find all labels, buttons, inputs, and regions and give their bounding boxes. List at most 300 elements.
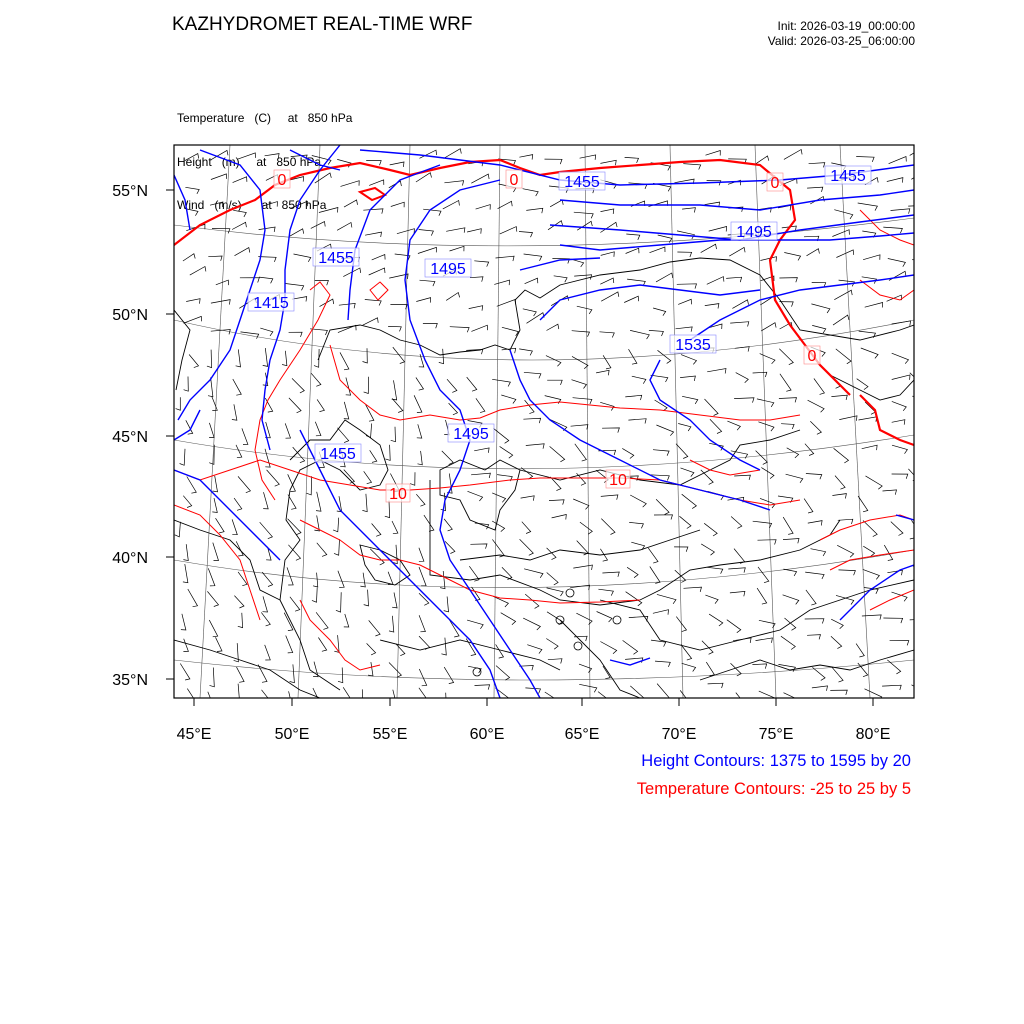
wind-barb: [392, 593, 397, 608]
wind-barb: [294, 254, 311, 262]
wind-barb: [502, 348, 516, 353]
wind-barb: [882, 685, 901, 690]
wind-barb: [522, 522, 531, 534]
wind-barb: [761, 323, 776, 331]
svg-text:0: 0: [277, 172, 287, 189]
wind-barb: [292, 378, 304, 393]
wind-barb: [757, 588, 767, 604]
wind-barb: [571, 425, 588, 430]
wind-barb: [317, 543, 327, 557]
wind-barb: [655, 400, 668, 411]
wind-barb: [316, 612, 328, 629]
wind-barb: [806, 474, 822, 480]
wind-barb: [189, 355, 198, 368]
wind-barb: [653, 308, 666, 316]
wind-barb: [502, 327, 519, 336]
temperature-label: [274, 170, 290, 189]
wind-barb: [419, 636, 430, 649]
wind-barb: [211, 330, 231, 335]
wind-barb: [918, 317, 935, 327]
lon-label: 70°E: [661, 726, 697, 743]
wind-barb: [888, 259, 906, 267]
wind-barb: [240, 278, 259, 283]
wind-barb: [447, 379, 457, 392]
wind-barb: [779, 278, 797, 283]
wind-barb: [706, 151, 721, 156]
wind-barb: [734, 398, 754, 403]
wind-barb: [753, 521, 772, 528]
wind-barb: [389, 663, 401, 678]
wind-barb: [334, 635, 339, 652]
wind-barb: [475, 523, 489, 529]
wind-barb: [180, 664, 190, 681]
wind-barb: [836, 250, 853, 258]
wind-barb: [444, 597, 449, 612]
wind-barb: [602, 572, 619, 577]
wind-barb: [519, 349, 532, 356]
wind-barb: [414, 395, 422, 412]
wind-barb: [338, 668, 343, 683]
wind-barb: [650, 567, 660, 584]
wind-barb: [807, 187, 823, 192]
wind-barb: [263, 348, 268, 366]
wind-barb: [388, 572, 393, 585]
wind-barb: [731, 517, 742, 529]
wind-barb: [727, 620, 741, 633]
wind-barb: [339, 303, 355, 308]
wind-barb: [784, 150, 802, 160]
wind-barb: [760, 257, 776, 262]
wind-barb: [442, 451, 453, 465]
wind-barb: [547, 324, 559, 330]
wind-barb: [391, 427, 396, 442]
wind-barb: [233, 210, 246, 217]
wind-barb: [470, 544, 487, 549]
svg-text:0: 0: [509, 172, 519, 189]
wind-barb: [736, 373, 749, 383]
svg-text:1495: 1495: [736, 224, 772, 241]
wind-barb: [603, 355, 611, 369]
wind-barb: [884, 545, 892, 560]
wind-barb: [364, 590, 369, 606]
wind-barb: [175, 522, 181, 537]
wind-barb: [337, 223, 352, 231]
wind-barb: [344, 200, 358, 207]
wind-barb: [180, 449, 185, 466]
wind-barb: [705, 304, 719, 309]
wind-barb: [181, 614, 186, 630]
wind-barb: [416, 378, 424, 391]
wind-barb: [810, 421, 821, 434]
svg-text:10: 10: [389, 486, 407, 503]
wind-barb: [468, 491, 483, 501]
wind-barb: [238, 476, 250, 492]
wind-barb: [263, 202, 277, 207]
wind-barb: [572, 356, 588, 368]
wind-barb: [598, 589, 613, 595]
wind-barb: [547, 612, 563, 625]
wind-barb: [185, 187, 199, 194]
wind-barb: [681, 355, 697, 365]
wind-barb: [492, 379, 510, 386]
wind-barb: [683, 164, 700, 170]
wind-barb: [753, 372, 767, 377]
wind-barb: [883, 618, 902, 623]
wind-barb: [630, 495, 646, 507]
wind-barb: [917, 297, 934, 305]
wind-barb: [265, 449, 270, 467]
wind-barb: [759, 620, 775, 628]
wind-barb: [416, 494, 425, 506]
wind-barb: [410, 472, 415, 485]
lon-label: 65°E: [564, 726, 600, 743]
wind-barb: [420, 280, 435, 286]
wind-barb: [259, 277, 273, 283]
lon-label: 45°E: [176, 726, 212, 743]
wind-barb: [601, 292, 619, 301]
wind-barb: [525, 594, 539, 608]
wind-barb: [211, 300, 230, 305]
wind-barb: [600, 160, 616, 165]
wind-barb: [208, 568, 215, 586]
wind-barb: [318, 638, 326, 652]
temperature-label: [767, 173, 783, 192]
wind-barb: [733, 638, 751, 643]
wind-barb: [368, 662, 373, 676]
wind-barb: [260, 328, 273, 336]
wind-barb: [500, 227, 517, 234]
wind-barb: [307, 476, 312, 495]
wind-barb: [759, 691, 776, 702]
wind-barb: [626, 248, 639, 253]
wind-barb: [917, 279, 933, 286]
longitude-axis: [194, 698, 873, 706]
lon-label: 50°E: [274, 726, 310, 743]
wind-barb: [365, 232, 381, 237]
wind-barb: [653, 610, 669, 615]
wind-barb: [734, 549, 745, 564]
wind-barb: [730, 322, 749, 327]
wind-barb: [282, 351, 287, 366]
wind-barb: [261, 612, 270, 626]
wind-barb: [831, 619, 843, 629]
wind-barb: [838, 519, 853, 524]
wind-barb: [263, 492, 268, 509]
wind-barb: [319, 208, 338, 213]
wind-barb: [626, 592, 642, 606]
wind-barb: [548, 659, 562, 664]
wind-barb: [213, 543, 219, 561]
wind-barb: [622, 448, 634, 458]
wind-barb: [372, 255, 385, 260]
wind-barb: [369, 268, 385, 275]
wind-barb: [887, 178, 903, 183]
wind-barb: [521, 468, 532, 480]
wind-barb: [238, 613, 243, 628]
wind-barb: [628, 419, 646, 424]
wind-barb: [496, 666, 510, 681]
height-label: [559, 172, 605, 191]
wind-barb: [570, 259, 583, 267]
wind-barb: [363, 348, 368, 363]
wind-barb: [391, 202, 404, 207]
wind-barb: [419, 567, 426, 586]
wind-barb: [804, 499, 813, 513]
wind-barb: [781, 424, 794, 429]
wind-barb: [912, 396, 929, 402]
wind-barb: [364, 471, 372, 483]
wind-barb: [651, 375, 668, 382]
wind-barb: [469, 306, 483, 311]
field-height: Height (m) at 850 hPa: [177, 154, 322, 169]
wind-barb: [861, 348, 878, 358]
wind-barb: [705, 399, 719, 416]
wind-barb: [786, 474, 803, 483]
wind-barb: [290, 664, 295, 682]
wind-barb: [863, 255, 880, 260]
wind-barb: [781, 636, 795, 649]
wind-barb: [865, 303, 883, 308]
wind-barb: [649, 330, 664, 336]
wind-barb: [442, 693, 447, 708]
height-label: [448, 424, 494, 443]
wind-barb: [311, 373, 321, 386]
wind-barb: [912, 260, 930, 266]
wind-barb: [812, 667, 825, 680]
wind-barb: [549, 500, 564, 505]
wind-barb: [908, 206, 921, 211]
valid-time: Valid: 2026-03-25_06:00:00: [767, 34, 915, 48]
wind-barb: [476, 205, 491, 210]
wind-barb: [365, 300, 381, 306]
wind-barb: [890, 641, 909, 646]
wind-barb: [760, 498, 775, 508]
wind-barb: [682, 396, 698, 404]
wind-barbs: [175, 149, 935, 710]
temperature-label: [804, 346, 820, 365]
wind-barb: [784, 569, 797, 576]
wind-barb: [546, 639, 558, 650]
wind-barb: [449, 403, 458, 415]
wind-barb: [336, 592, 341, 612]
wind-barb: [416, 298, 430, 303]
wind-barb: [684, 587, 702, 592]
lon-label: 80°E: [855, 726, 891, 743]
wind-barb: [574, 212, 593, 218]
map-title: KAZHYDROMET REAL-TIME WRF: [172, 14, 473, 35]
wind-barb: [653, 450, 669, 456]
wind-barb: [707, 277, 724, 285]
wind-barb: [682, 494, 697, 508]
wind-barb: [917, 596, 935, 601]
wind-barb: [756, 638, 773, 643]
wind-barb: [392, 399, 403, 413]
wind-barb: [550, 446, 565, 461]
wind-barb: [238, 153, 256, 159]
wind-barb: [601, 495, 618, 500]
wind-barb: [916, 492, 933, 497]
wind-barb: [862, 615, 881, 620]
latitude-labels: [112, 183, 148, 689]
wind-barb: [441, 638, 446, 655]
wind-barb: [369, 620, 380, 636]
wind-barb: [289, 332, 303, 337]
wind-barb: [520, 539, 534, 555]
wind-barb: [674, 547, 688, 552]
wind-barb: [286, 636, 293, 653]
wind-barb: [498, 201, 513, 208]
wind-barb: [600, 222, 617, 232]
lon-label: 60°E: [469, 726, 505, 743]
wind-barb: [475, 685, 490, 690]
wind-barb: [313, 662, 318, 677]
wind-barb: [836, 349, 851, 364]
wind-barb: [313, 573, 318, 587]
temperature-label: [606, 470, 630, 489]
wind-barb: [367, 643, 376, 655]
wind-barb: [338, 428, 349, 443]
wind-barb: [519, 155, 532, 160]
wind-barb: [627, 567, 638, 577]
wind-barb: [519, 232, 533, 238]
lat-label: 35°N: [112, 672, 148, 689]
wind-barb: [500, 446, 513, 458]
wind-barb: [176, 397, 181, 410]
svg-text:1535: 1535: [675, 337, 711, 354]
wind-barb: [492, 539, 504, 557]
wind-barb: [727, 421, 740, 430]
height-label: [731, 222, 777, 241]
wind-barb: [891, 209, 910, 214]
wind-barb: [521, 496, 535, 501]
wind-barb: [186, 299, 200, 304]
wind-barb: [679, 516, 691, 528]
wind-barb: [388, 326, 401, 331]
wind-barb: [391, 690, 396, 704]
wind-barb: [866, 476, 883, 489]
wind-barb: [656, 499, 669, 514]
wind-barb: [344, 470, 355, 484]
wind-barb: [601, 519, 615, 535]
wind-barb: [285, 423, 290, 438]
wind-barb: [830, 690, 847, 695]
wind-barb: [603, 666, 610, 679]
wind-barb: [494, 280, 509, 285]
wind-barb: [650, 247, 666, 253]
wind-barb: [209, 620, 217, 637]
wind-barb: [836, 595, 854, 604]
wind-barb: [891, 522, 903, 536]
wind-barb: [341, 181, 360, 187]
svg-text:0: 0: [770, 175, 780, 192]
wind-barb: [501, 613, 516, 625]
wind-barb: [552, 515, 567, 520]
svg-text:1495: 1495: [453, 426, 489, 443]
wind-barb: [856, 157, 874, 162]
wind-barb: [832, 494, 846, 499]
svg-text:10: 10: [609, 472, 627, 489]
wind-barb: [338, 325, 356, 332]
wind-barb: [207, 591, 218, 606]
wind-barb: [183, 496, 191, 508]
wind-barb: [655, 661, 670, 667]
wind-barb: [839, 416, 857, 421]
wind-barb: [678, 424, 691, 432]
wind-barb: [524, 254, 542, 261]
wind-barb: [580, 155, 596, 160]
wind-barb: [892, 474, 908, 479]
wind-barb: [545, 159, 563, 164]
wind-barb: [285, 284, 304, 291]
wind-barb: [726, 277, 741, 282]
wind-barb: [806, 590, 816, 605]
wind-barb: [783, 517, 793, 534]
wind-barb: [575, 444, 587, 461]
wind-barb: [833, 315, 849, 325]
lat-label: 45°N: [112, 429, 148, 446]
height-label: [313, 248, 359, 267]
wind-barb: [656, 273, 673, 282]
wind-barb: [236, 445, 242, 458]
wind-barb: [631, 542, 644, 550]
wind-barb: [910, 149, 922, 156]
wind-barb: [917, 443, 933, 449]
wind-barb: [708, 683, 723, 688]
wind-barb: [701, 544, 714, 555]
wind-barb: [390, 304, 407, 309]
wind-barb: [389, 616, 394, 632]
wind-barb: [908, 469, 917, 481]
wind-barb: [467, 229, 481, 234]
wind-barb: [760, 354, 775, 364]
wind-barb: [363, 318, 379, 325]
wind-barb: [476, 398, 485, 412]
wind-barb: [814, 379, 825, 395]
wind-barb: [883, 490, 897, 495]
wind-barb: [474, 448, 489, 453]
height-label: [825, 166, 871, 185]
temperature-legend: Temperature Contours: -25 to 25 by 5: [636, 780, 911, 798]
wind-barb: [523, 309, 537, 316]
wind-barb: [811, 304, 830, 313]
wind-barb: [910, 535, 928, 540]
wind-barb: [183, 564, 188, 583]
wind-barb: [752, 664, 766, 669]
wind-barb: [419, 593, 429, 605]
wind-barb: [446, 293, 459, 301]
wind-barb: [736, 693, 748, 710]
wind-barb: [630, 330, 649, 339]
wind-barb: [735, 347, 749, 352]
wind-barb: [242, 428, 248, 444]
field-wind: Wind (m/s) at 850 hPa: [177, 198, 327, 212]
lat-label: 50°N: [112, 307, 148, 324]
wind-barb: [362, 494, 367, 512]
wind-barb: [265, 645, 271, 660]
wind-barb: [184, 316, 202, 323]
wind-barb: [807, 249, 820, 256]
wind-barb: [184, 377, 189, 392]
wind-barb: [419, 230, 434, 236]
wind-barb: [470, 277, 483, 282]
wind-barb: [236, 541, 243, 556]
wind-barb: [492, 493, 505, 502]
wind-barb: [625, 157, 639, 163]
wind-barb: [856, 644, 864, 657]
wind-barb: [450, 327, 469, 333]
wind-barb: [785, 618, 796, 630]
wind-barb: [863, 521, 877, 537]
